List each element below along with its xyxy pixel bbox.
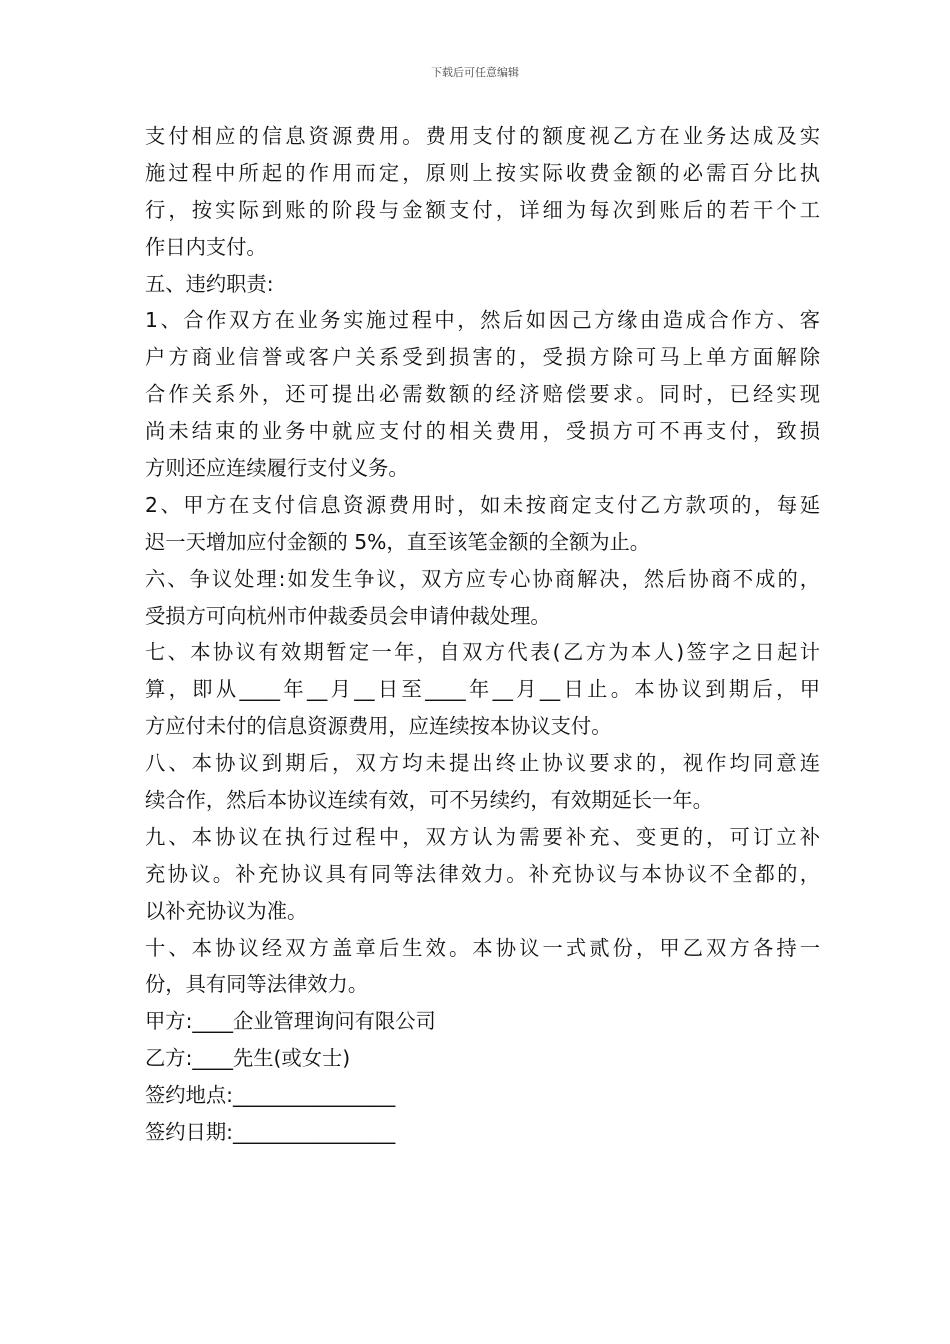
text-line: 户方商业信誉或客户关系受到损害的，受损方除可马上单方面解除 (145, 345, 820, 370)
text-line: 迟一天增加应付金额的 5%，直至该笔金额的全额为止。 (145, 529, 651, 554)
text-line: 合作关系外，还可提出必需数额的经济赔偿要求。同时，已经实现 (145, 382, 820, 407)
text-line: 十、本协议经双方盖章后生效。本协议一式贰份，甲乙双方各持一 (145, 935, 820, 960)
text-line: 份，具有同等法律效力。 (145, 972, 369, 997)
text-line: 八、本协议到期后，双方均未提出终止协议要求的，视作均同意连 (145, 751, 820, 776)
text-line: 续合作，然后本协议连续有效，可不另续约，有效期延长一年。 (145, 788, 713, 813)
text-line: 乙方:____先生(或女士) (145, 1046, 351, 1071)
text-line: 甲方:____企业管理询问有限公司 (145, 1009, 436, 1034)
text-line: 算，即从____年__月__日至____年__月__日止。本协议到期后，甲 (145, 677, 820, 702)
text-line: 支付相应的信息资源费用。费用支付的额度视乙方在业务达成及实 (145, 124, 820, 148)
document-body (145, 118, 820, 1151)
text-line: 方应付未付的信息资源费用，应连续按本协议支付。 (145, 714, 612, 739)
text-line: 签约地点:________________ (145, 1083, 396, 1108)
text-line: 方则还应连续履行支付义务。 (145, 456, 409, 481)
text-line: 受损方可向杭州市仲裁委员会申请仲裁处理。 (145, 603, 551, 628)
text-line: 签约日期:________________ (145, 1120, 396, 1145)
text-line: 七、本协议有效期暂定一年，自双方代表(乙方为本人)签字之日起计 (145, 640, 820, 665)
text-line: 行，按实际到账的阶段与金额支付，详细为每次到账后的若干个工 (145, 197, 820, 222)
text-line: 施过程中所起的作用而定，原则上按实际收费金额的必需百分比执 (145, 160, 820, 185)
text-line: 九、本协议在执行过程中，双方认为需要补充、变更的，可订立补 (145, 824, 820, 849)
text-line: 作日内支付。 (145, 234, 267, 259)
text-line: 以补充协议为准。 (145, 898, 308, 923)
text-line: 六、争议处理:如发生争议，双方应专心协商解决，然后协商不成的， (145, 566, 820, 591)
text-line: 2、甲方在支付信息资源费用时，如未按商定支付乙方款项的，每延 (145, 492, 820, 517)
text-line: 尚未结束的业务中就应支付的相关费用，受损方可不再支付，致损 (145, 419, 820, 444)
page-header: 下载后可任意编辑 (431, 66, 519, 79)
text-line: 五、违约职责: (145, 271, 274, 296)
text-line: 1、合作双方在业务实施过程中，然后如因己方缘由造成合作方、客 (145, 308, 820, 333)
text-line: 充协议。补充协议具有同等法律效力。补充协议与本协议不全都的， (145, 861, 820, 886)
